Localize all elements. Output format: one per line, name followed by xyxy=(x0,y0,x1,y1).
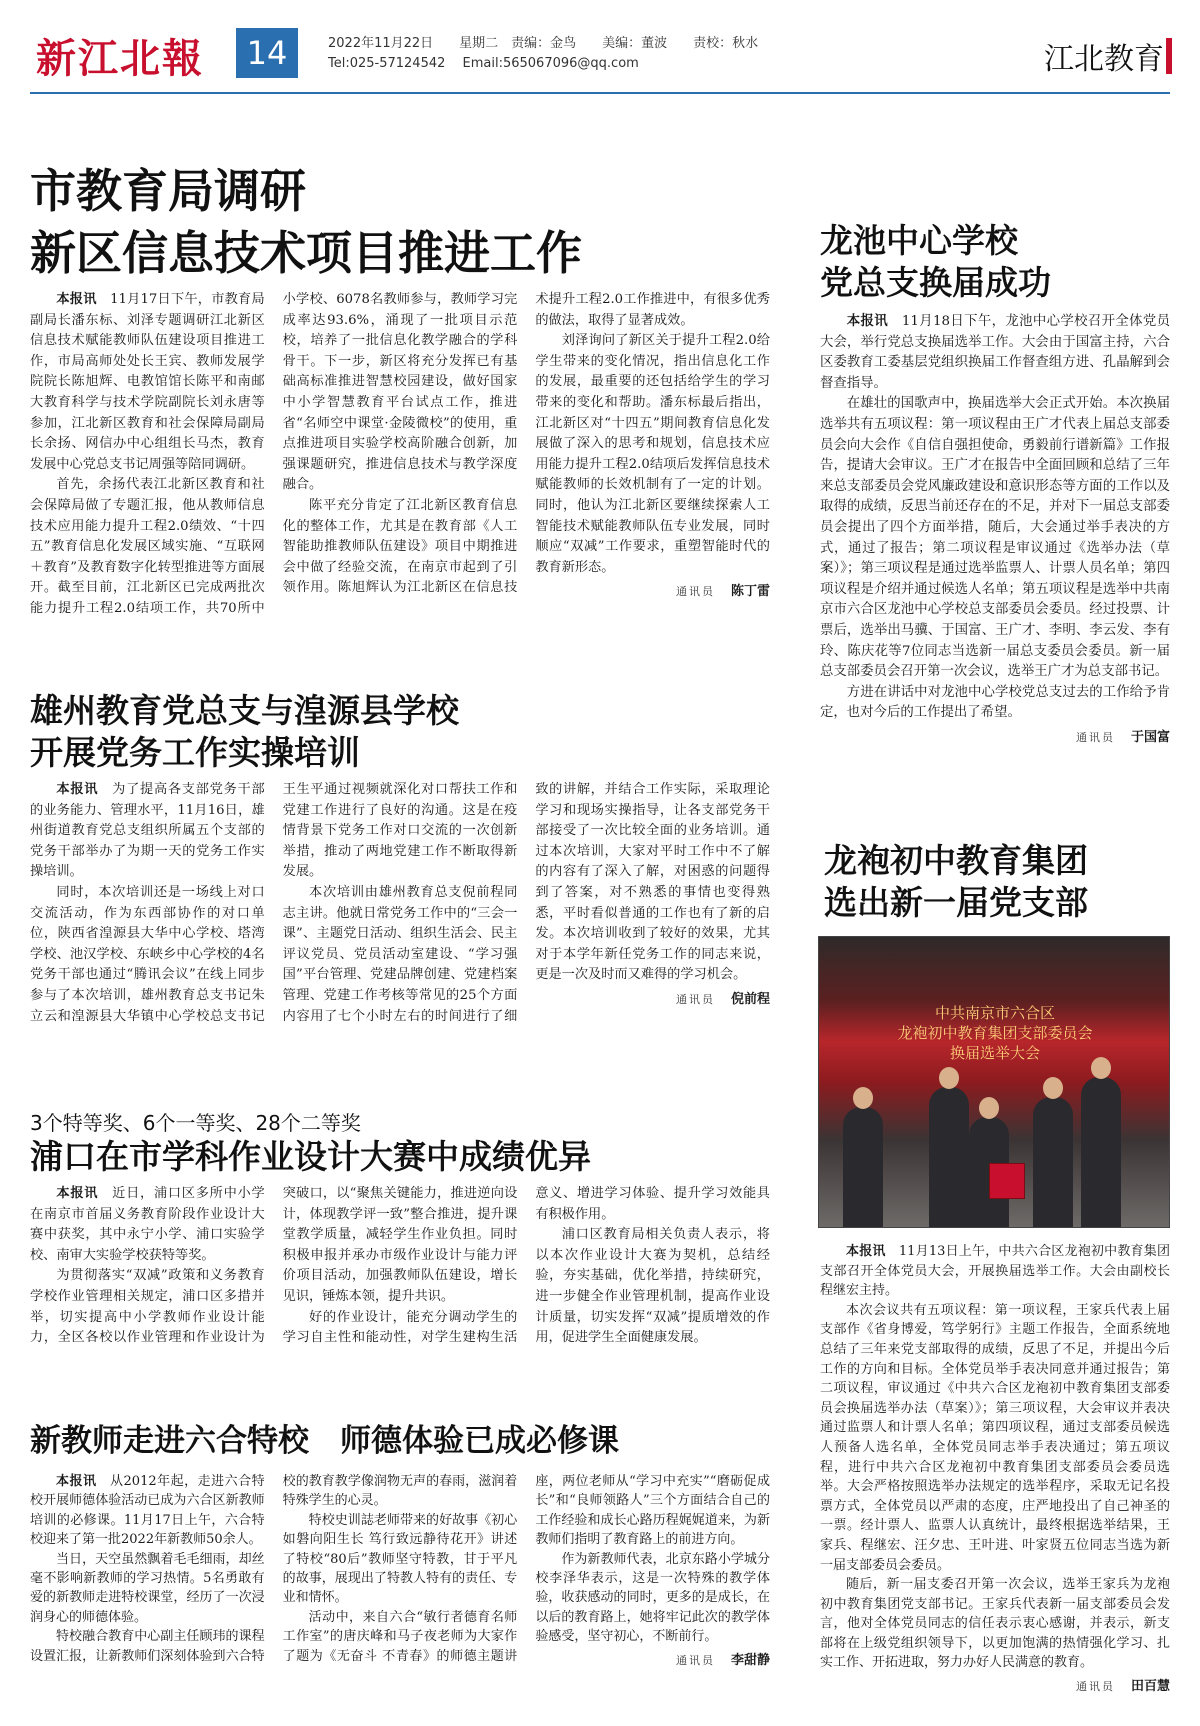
article6-para: 作为新教师代表，北京东路小学城分校李泽华表示，这是一次特殊的教学体验，收获感动的同时，更多的是成长，在以后的教育路上，她将牢记此次的教学体验感受，坚守初心，不断前行。 xyxy=(535,1551,770,1645)
article3-byline: 通讯员 倪前程 xyxy=(675,991,770,1007)
article3-headline xyxy=(30,690,770,774)
newspaper-logo: 新江北報 xyxy=(36,35,204,82)
article5-para: 本次会议共有五项议程：第一项议程，王家兵代表上届支部作《省身博爱，笃学躬行》主题工作报告，全面系统地总结了三年来党支部取得的成绩，反思了不足，并提出今后工作的方向和目标。全体党员举手表决同意并通过报告；第二项议程，审议通过《中共六合区龙袍初中教育集团支部委员会换届选举办法（草案）》；第三项议程，大会审议并表决通过监票人和计票人名单；第四项议程，通过支部委员候选人预备人选名单，全体党员同志举手表决通过；第五项议程，进行中共六合区龙袍初中教育集团支部委员会委员选举。大会严格按照选举办法规定的选举程序，采取无记名投票方式，全体党员以严肃的态度，庄严地投出了自己神圣的一票。经计票人、监票人认真统计，最终根据选举结果，王家兵、程继宏、汪夕忠、王叶进、叶家贤五位同志当选为新一届支部委员会委员。 xyxy=(820,1302,1170,1573)
article1-body xyxy=(30,290,770,650)
photo-person xyxy=(1033,1097,1073,1227)
page-number: 14 xyxy=(236,28,298,78)
ballot-box xyxy=(989,1163,1025,1199)
article1-title-line2: 新区信息技术项目推进工作 xyxy=(30,226,582,280)
article5-byline: 通讯员 田百慧 xyxy=(1075,1679,1170,1695)
photo-person xyxy=(1081,1077,1121,1227)
article2-title-line2: 党总支换届成功 xyxy=(820,263,1051,302)
article2-byline: 通讯员 于国富 xyxy=(1075,729,1170,745)
article4-para: 好的作业设计，能充分调动学生的学习自主性和能动性，对学生建构生活意义、增进学习体验、提升学习效能具有积极作用。 xyxy=(282,1186,770,1346)
masthead xyxy=(0,0,1200,100)
article1-para: 本报讯 11月17日下午，市教育局副局长潘东标、刘泽专题调研江北新区信息技术赋能教师队伍建设项目推进工作，市局高师处处长王宾、教师发展学院院长陈旭辉、电教馆馆长陈平和南邮大教育科学与技术学院副院长刘永唐等参加，江北新区教育和社会保障局副局长余扬、网信办中心组组长马杰，教育发展中心党总支书记周强等陪同调研。 xyxy=(30,292,265,472)
section-title: 江北教育 xyxy=(1044,42,1164,77)
header-rule xyxy=(30,92,1170,94)
article3-para: 本报讯 为了提高各支部党务干部的业务能力、管理水平，11月16日，雄州街道教育党总支组织所属五个支部的党务干部举办了为期一天的党务工作实操培训。 xyxy=(30,782,265,880)
article6-para: 当日，天空虽然飘着毛毛细雨，却丝毫不影响新教师的学习热情。5名勇敢有爱的新教师走进特校课堂，经历了一次浸润身心的师德体验。 xyxy=(30,1551,265,1625)
article4-subtitle: 3个特等奖、6个一等奖、28个二等奖 xyxy=(30,1111,361,1135)
article1-para: 陈平充分肯定了江北新区教育信息化的整体工作，尤其是在教育部《人工智能助推教师队伍建设》项目中期推进会中做了经验交流，在南京市起到了引领作用。陈旭辉认为江北新区在信息技术提升工程2.0工作推进中，有很多优秀的做法，取得了显著成效。 xyxy=(282,292,770,596)
article6-para: 特校史训誌老师带来的好故事《初心如磐向阳生长 笃行致远静待花开》讲述了特校“80后”教师坚守特教，甘于平凡的故事，展现出了特教人特有的责任、专业和情怀。 xyxy=(282,1512,518,1606)
article4-headline: 浦口在市学科作业设计大赛中成绩优异 xyxy=(30,1137,591,1176)
article3-para: 同时，本次培训还是一场线上对口交流活动，作为东西部协作的对口单位，陕西省湟源县大华中心学校、塔湾学校、池汉学校、东峡乡中心学校的4名党务干部也通过“腾讯会议”在线上同步参与了本次培训，雄州教育总支书记朱立云和湟源县大华镇中心学校总支书记王生平通过视频就深化对口帮扶工作和党建工作进行了良好的沟通。这是在疫情背景下党务工作对口交流的一次创新举措，推动了两地党建工作不断取得新发展。 xyxy=(30,782,518,1024)
photo-banner: 中共南京市六合区 龙袍初中教育集团支部委员会 换届选举大会 xyxy=(897,1004,1093,1062)
photo-person xyxy=(929,1087,969,1227)
article4-para: 为贯彻落实“双减”政策和义务教育学校作业管理相关规定，浦口区多措并举，切实提高中小学教师作业设计能力，全区各校以作业管理和作业设计为突破口，以“聚焦关键能力，推进逆向设计，体现教学评一致”整合推进，提升课堂教学质量，减轻学生作业负担。同时积极申报并承办市级作业设计与能力评价项目活动，加强教师队伍建设，增长见识，锤炼本领，提升共识。 xyxy=(30,1186,518,1346)
article5-headline xyxy=(824,840,1170,924)
article4-para: 浦口区教育局相关负责人表示，将以本次作业设计大赛为契机，总结经验，夯实基础，优化举措，持续研究，进一步健全作业管理机制，提高作业设计质量，切实发挥“双减”提质增效的作用，促进学生全面健康发展。 xyxy=(535,1227,770,1346)
article3-para: 本次培训由雄州教育总支倪前程同志主讲。他就日常党务工作中的“三会一课”、主题党日活动、组织生活会、民主评议党员、党员活动室建设、“学习强国”平台管理、党建品牌创建、党建档案管理、党建工作考核等常见的25个方面内容用了七个小时左右的时间进行了细致的讲解，并结合工作实际，采取理论学习和现场实操指导，让各支部党务干部接受了一次比较全面的业务培训。通过本次培训，大家对平时工作中不了解的内容有了深入了解，对困惑的问题得到了答案，对不熟悉的事情也变得熟悉，平时看似普通的工作也有了新的启发。本次培训收到了较好的效果，尤其对于本学年新任党务工作的同志来说，更是一次及时而又难得的学习机会。 xyxy=(282,782,770,1024)
article1-title-line1: 市教育局调研 xyxy=(30,164,306,218)
article1-byline: 通讯员 陈丁雷 xyxy=(675,584,770,600)
article3-body xyxy=(30,780,770,1070)
article4-body xyxy=(30,1184,770,1369)
section-bar xyxy=(1166,38,1172,74)
article1-headline xyxy=(30,160,770,284)
article3-title-line1: 雄州教育党总支与湟源县学校 xyxy=(30,691,459,730)
article6-para: 本报讯 从2012年起，走进六合特校开展师德体验活动已成为六合区新教师培训的必修课。11月17日上午，六合特校迎来了第一批2022年新教师50余人。 xyxy=(30,1474,265,1548)
article2-body xyxy=(820,312,1170,762)
article1-para: 首先，余扬代表江北新区教育和社会保障局做了专题汇报，他从教师信息技术应用能力提升工程2.0绩效、“十四五”教育信息化发展区域实施、“互联网＋教育”及教育数字化转型推进等方面展开。截至目前，江北新区已完成两批次能力提升工程2.0结项工作，共70所中小学校、6078名教师参与，教师学习完成率达93.6%，涌现了一批项目示范校，培养了一批信息化教学融合的学科骨干。下一步，新区将充分发挥已有基础高标准推进智慧校园建设，做好国家中小学智慧教育平台试点工作，推进省“名师空中课堂·金陵微校”的使用，重点推进项目实验学校高阶融合创新，加强课题研究，推进信息技术与教学深度融合。 xyxy=(30,292,518,616)
article5-para: 本报讯 11月13日上午，中共六合区龙袍初中教育集团支部召开全体党员大会，开展换届选举工作。大会由副校长程继宏主持。 xyxy=(820,1244,1170,1299)
article6-para: 活动中，来自六合“敏行者德育名师工作室”的唐庆峰和马子夜老师为大家作了题为《无奋斗 不青春》的师德主题讲座，两位老师从“学习中充实”“磨砺促成长”和“良师领路人”三个方面结合自己的工作经验和成长心路历程娓娓道来，为新教师们指明了教育路上的前进方向。 xyxy=(282,1474,770,1664)
article5-title-line1: 龙袍初中教育集团 xyxy=(824,841,1088,880)
contact-line: Tel:025-57124542 Email:565067096@qq.com xyxy=(328,56,639,71)
article4-para: 本报讯 近日，浦口区多所中小学在南京市首届义务教育阶段作业设计大赛中获奖，其中永宁小学、浦口实验学校、南审大实验学校获特等奖。 xyxy=(30,1186,265,1263)
meeting-photo xyxy=(818,936,1170,1228)
article5-body xyxy=(820,1242,1170,1702)
article2-para: 本报讯 11月18日下午，龙池中心学校召开全体党员大会，举行党总支换届选举工作。大会由于国富主持，六合区委教育工委基层党组织换届工作督查组方进、孔晶解到会督查指导。 xyxy=(820,314,1171,391)
article2-para: 方进在讲话中对龙池中心学校党总支过去的工作给予肯定，也对今后的工作提出了希望。 xyxy=(820,684,1170,721)
article2-headline xyxy=(820,220,1170,304)
article6-body xyxy=(30,1472,770,1712)
article2-para: 在雄壮的国歌声中，换届选举大会正式开始。本次换届选举共有五项议程：第一项议程由王广才代表上届总支部委员会向大会作《自信自强担使命，勇毅前行谱新篇》工作报告，提请大会审议。王广才在报告中全面回顾和总结了三年来总支部委员会党风廉政建设和意识形态等方面的工作以及取得的成绩，反思当前还存在的不足，并对下一届总支部委员会提出了四个方面举措，随后，大会通过举手表决的方式，通过了报告；第二项议程是审议通过《选举办法（草案）》；第三项议程是通过选举监票人、计票人员名单；第四项议程是介绍并通过候选人名单；第五项议程是选举中共南京市六合区龙池中心学校总支部委员会委员。经过投票、计票后，选举出马骥、于国富、王广才、李明、李云发、李有玲、陈庆花等7位同志当选新一届总支委员会委员。新一届总支部委员会召开第一次会议，选举王广才为总支部书记。 xyxy=(820,396,1170,680)
article6-para: 特校融合教育中心副主任顾玮的课程设置汇报，让新教师们深刻体验到六合特校的教育教学像润物无声的春雨，滋润着特殊学生的心灵。 xyxy=(30,1474,518,1664)
article5-para: 随后，新一届支委召开第一次会议，选举王家兵为龙袍初中教育集团党支部书记。王家兵代表新一届支部委员会发言，他对全体党员同志的信任表示衷心感谢，并表示，新支部将在上级党组织领导下，以更加饱满的热情强化学习、扎实工作、开拓进取，努力办好人民满意的教育。 xyxy=(820,1577,1170,1671)
issue-meta xyxy=(328,34,758,74)
article2-title-line1: 龙池中心学校 xyxy=(820,221,1018,260)
date-line: 2022年11月22日 星期二 责编：金鸟 美编：董波 责校：秋水 xyxy=(328,36,759,51)
article1-para: 刘泽询问了新区关于提升工程2.0给学生带来的变化情况，指出信息化工作的发展，最重要的还包括给学生的学习带来的变化和帮助。潘东标最后指出，江北新区对“十四五”期间教育信息化发展做了深入的思考和规划，信息技术应用能力提升工程2.0结项后发挥信息技术赋能教师的长效机制有了一定的计划。同时，他认为江北新区要继续探索人工智能技术赋能教师队伍专业发展，同时顺应“双减”工作要求，重塑智能时代的教育新形态。 xyxy=(535,333,770,575)
article6-headline: 新教师走进六合特校 师德体验已成必修课 xyxy=(30,1423,619,1459)
article3-title-line2: 开展党务工作实操培训 xyxy=(30,733,360,772)
article6-byline: 通讯员 李甜静 xyxy=(675,1652,770,1668)
article5-title-line2: 选出新一届党支部 xyxy=(824,883,1088,922)
photo-person xyxy=(843,1107,883,1227)
